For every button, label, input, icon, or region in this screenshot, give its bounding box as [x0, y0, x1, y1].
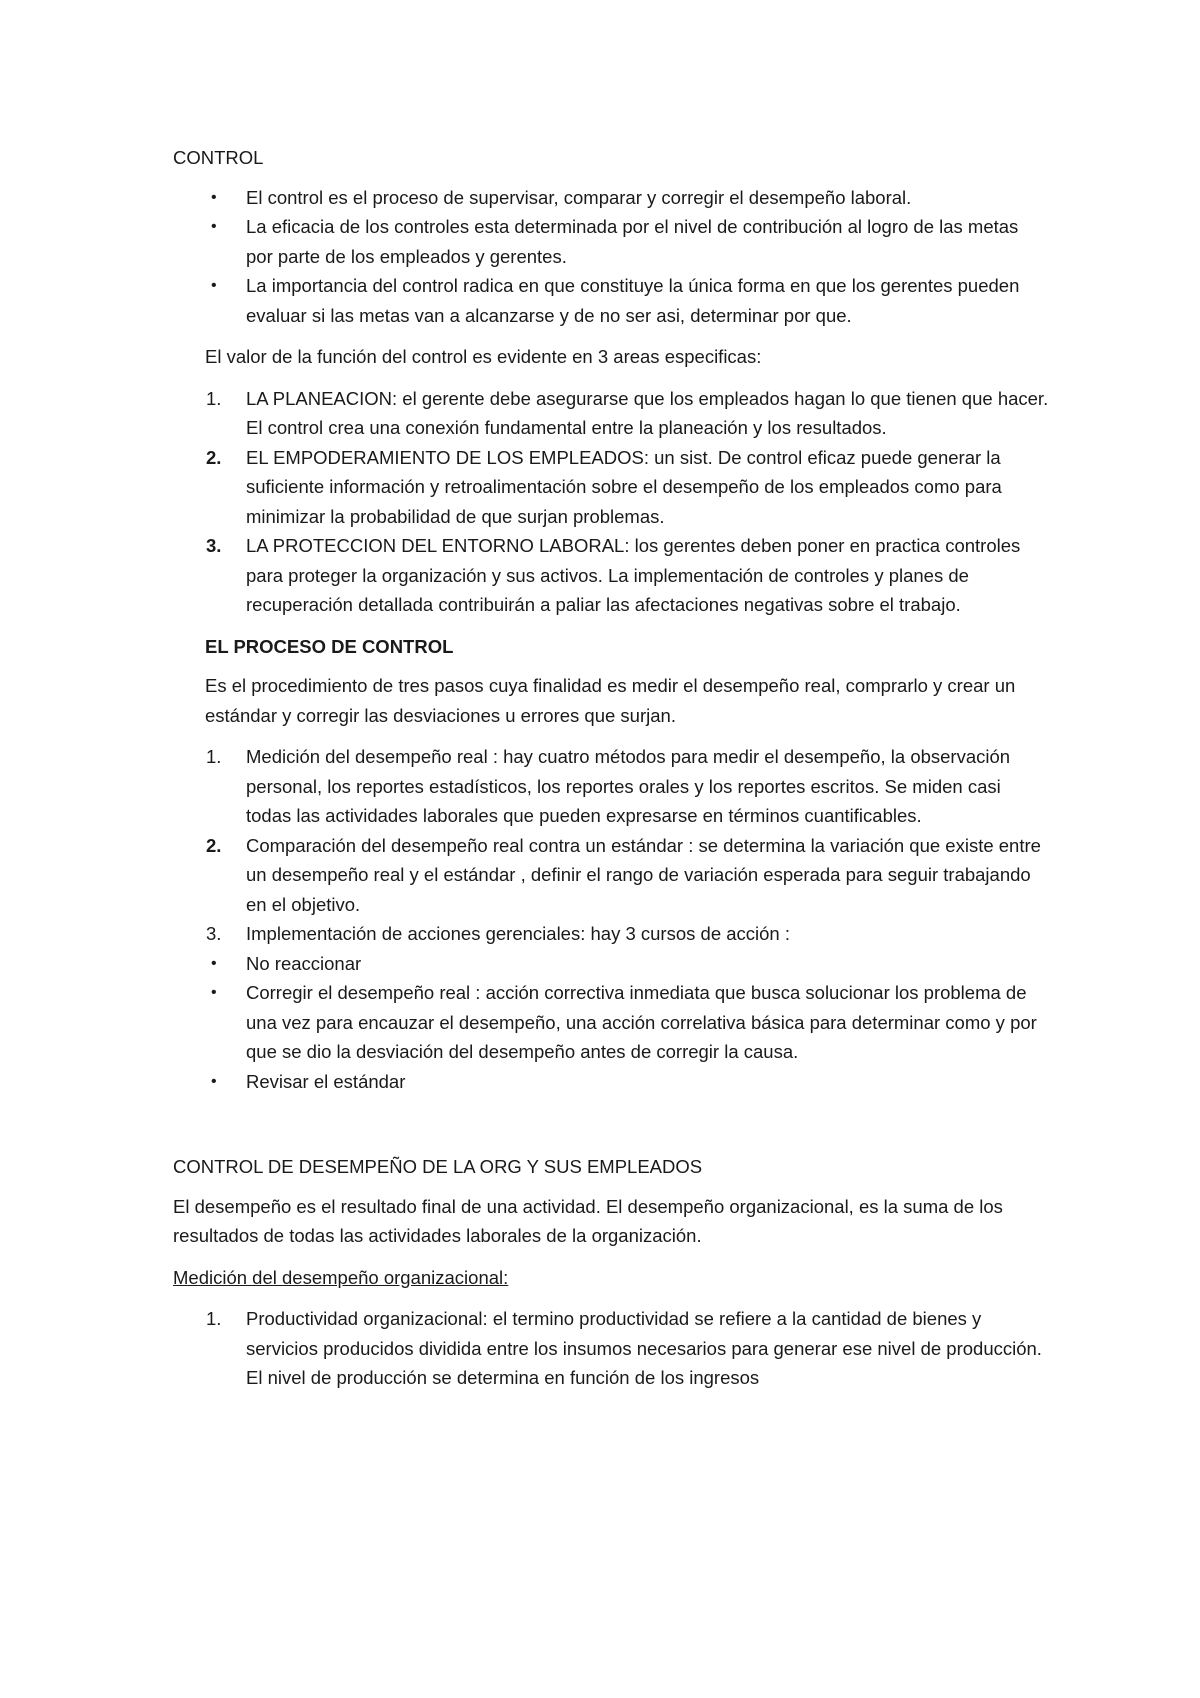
list-item: 2. EL EMPODERAMIENTO DE LOS EMPLEADOS: un sist. De control eficaz puede generar la suficiente información y retroalimentación sobre el desempeño de los empleados como para minimizar la probabilidad de que surjan problemas. — [173, 443, 1050, 532]
list-number: 3. — [206, 923, 222, 944]
proceso-steps-list — [173, 742, 1050, 949]
list-item: 1. Productividad organizacional: el termino productividad se refiere a la cantidad de bienes y servicios producidos dividida entre los insumos necesarios para generar ese nivel de producción. El nivel de producción se determina en función de los ingresos — [173, 1304, 1050, 1393]
list-number: 1. — [206, 387, 222, 409]
list-item: 3. LA PROTECCION DEL ENTORNO LABORAL: los gerentes deben poner en practica controles para proteger la organización y sus activos. La implementación de controles y planes de recuperación detallada contribuirán a paliar las afectaciones negativas sobre el trabajo. — [173, 531, 1050, 620]
section-title-control: CONTROL — [173, 147, 264, 168]
list-item: • Corregir el desempeño real : acción correctiva inmediata que busca solucionar los problema de una vez para encauzar el desempeño, una acción correlativa básica para determinar como y por que se dio la desviación del desempeño antes de corregir la causa. — [173, 978, 1050, 1067]
list-item: 1. LA PLANEACION: el gerente debe asegurarse que los empleados hagan lo que tienen que hacer. El control crea una conexión fundamental entre la planeación y los resultados. — [173, 384, 1050, 443]
desempeno-intro-paragraph: El desempeño es el resultado final de una actividad. El desempeño organizacional, es la suma de los resultados de todas las actividades laborales de la organización. — [173, 1195, 1003, 1246]
control-areas-list — [173, 384, 1050, 620]
bullet-icon: • — [211, 218, 217, 235]
control-bullet-list — [173, 183, 1050, 331]
proceso-intro-paragraph: Es el procedimiento de tres pasos cuya finalidad es medir el desempeño real, comprarlo y crear un estándar y corregir las desviaciones u errores que surjan. — [205, 675, 1016, 726]
bullet-icon: • — [211, 984, 217, 1001]
list-number: 2. — [206, 446, 222, 468]
bullet-icon: • — [211, 277, 217, 294]
list-number: 3. — [206, 535, 222, 556]
desempeno-subheading: Medición del desempeño organizacional: — [173, 1266, 509, 1288]
list-item: • La importancia del control radica en que constituye la única forma en que los gerentes pueden evaluar si las metas van a alcanzarse y de no ser asi, determinar por que. — [173, 271, 1050, 330]
list-item: 3. Implementación de acciones gerenciales: hay 3 cursos de acción : — [173, 919, 1050, 949]
list-item: 1. Medición del desempeño real : hay cuatro métodos para medir el desempeño, la observación personal, los reportes estadísticos, los reportes orales y los reportes escritos. Se miden casi todas las actividades laborales que pueden expresarse en términos cuantificables. — [173, 742, 1050, 831]
list-item: • El control es el proceso de supervisar, comparar y corregir el desempeño laboral. — [173, 183, 1050, 213]
list-number: 1. — [206, 1308, 222, 1329]
list-item: 2. Comparación del desempeño real contra un estándar : se determina la variación que existe entre un desempeño real y el estándar , definir el rango de variación esperada para seguir trabajando en el objetivo. — [173, 831, 1050, 920]
bullet-icon: • — [211, 954, 217, 972]
list-number: 2. — [206, 834, 222, 856]
list-number: 1. — [206, 746, 222, 767]
control-intro-paragraph: El valor de la función del control es evidente en 3 areas especificas: — [205, 346, 762, 367]
list-item: • Revisar el estándar — [173, 1067, 1050, 1097]
section-title-proceso: EL PROCESO DE CONTROL — [205, 635, 454, 657]
bullet-icon: • — [211, 188, 217, 206]
section-spacer — [173, 1108, 1050, 1152]
list-item: • La eficacia de los controles esta determinada por el nivel de contribución al logro de las metas por parte de los empleados y gerentes. — [173, 212, 1050, 271]
desempeno-measures-list — [173, 1304, 1050, 1393]
section-title-desempeno: CONTROL DE DESEMPEÑO DE LA ORG Y SUS EMPLEADOS — [173, 1156, 703, 1177]
proceso-actions-list — [173, 949, 1050, 1097]
bullet-icon: • — [211, 1072, 217, 1090]
list-item: • No reaccionar — [173, 949, 1050, 979]
